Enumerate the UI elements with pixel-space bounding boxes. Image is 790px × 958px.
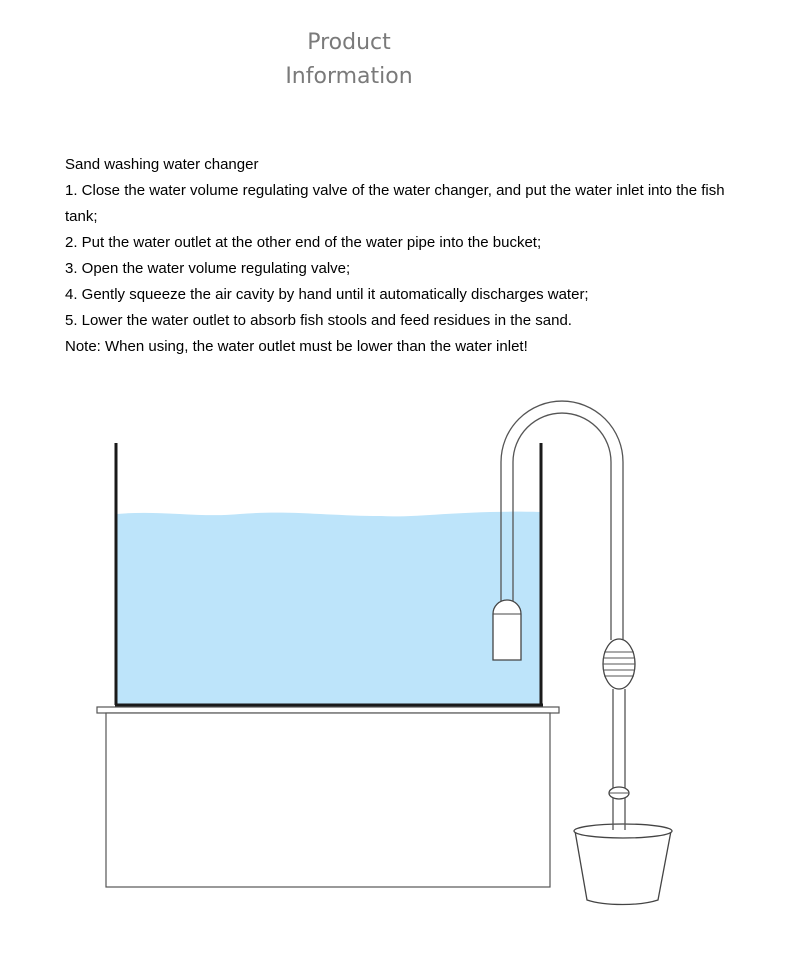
usage-note: Note: When using, the water outlet must be lower than the water inlet! xyxy=(65,338,528,355)
instructions-heading: Sand washing water changer xyxy=(65,156,259,173)
gravel-cylinder xyxy=(493,600,521,660)
bucket-rim xyxy=(574,824,672,838)
page-title-line1: Product xyxy=(307,30,391,55)
stand-top xyxy=(97,707,559,713)
bucket-body xyxy=(575,831,671,905)
stand-cabinet xyxy=(106,713,550,887)
instruction-step-3: 3. Open the water volume regulating valve; xyxy=(65,260,351,277)
instruction-step-4: 4. Gently squeeze the air cavity by hand until it automatically discharges water; xyxy=(65,286,589,303)
instruction-step-1: 1. Close the water volume regulating valve of the water changer, and put the water inlet into the fish tank; xyxy=(65,182,725,225)
instruction-step-5: 5. Lower the water outlet to absorb fish stools and feed residues in the sand. xyxy=(65,312,572,329)
instruction-step-2: 2. Put the water outlet at the other end of the water pipe into the bucket; xyxy=(65,234,542,251)
page-title-line2: Information xyxy=(285,64,413,89)
tank-water xyxy=(117,512,540,704)
